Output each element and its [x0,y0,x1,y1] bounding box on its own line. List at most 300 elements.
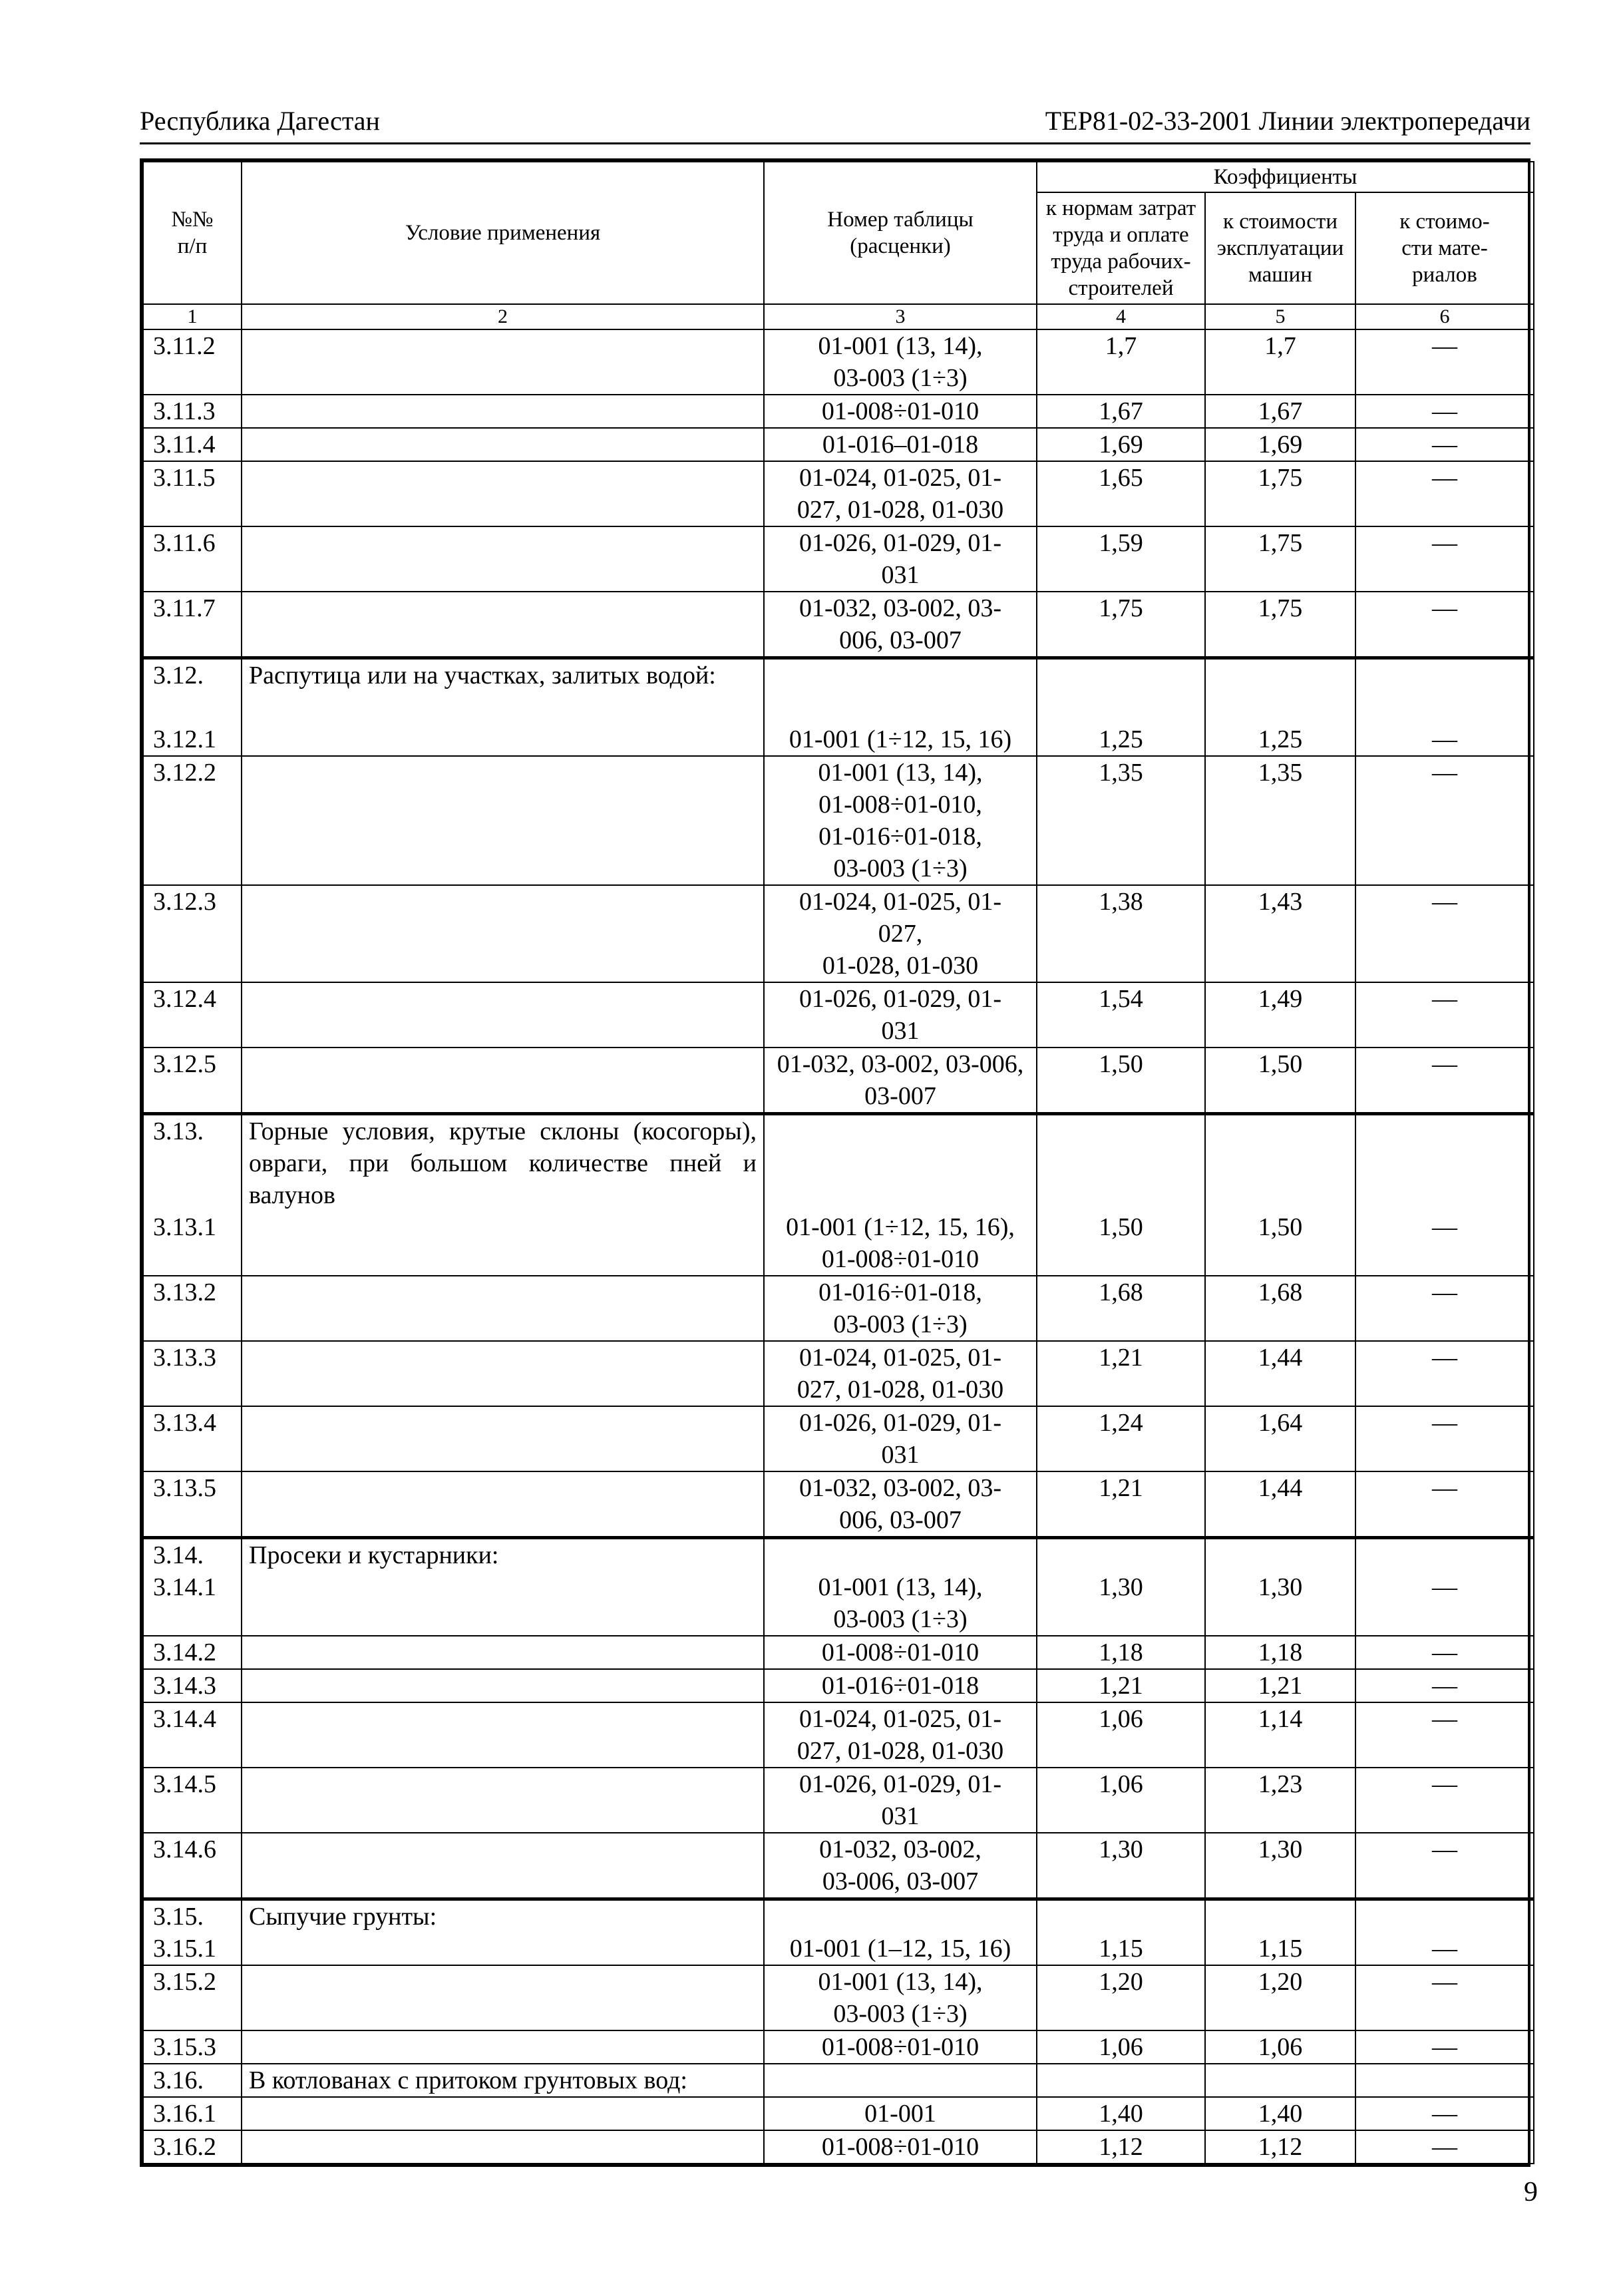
row-labor-coefficient [1037,2064,1205,2097]
blank-line [1212,1901,1348,1933]
row-labor-coefficient-value: 1,75 [1099,594,1143,622]
head-table-number: Номер таблицы (расценки) [764,162,1037,304]
row-machines-coefficient [1205,756,1355,885]
table-number-line: 01-026, 01-029, 01- [799,1770,1001,1798]
row-labor-coefficient-value: 1,21 [1099,1672,1143,1700]
row-materials-coefficient [1355,2097,1534,2130]
row-labor-coefficient-value: 1,59 [1099,529,1143,557]
row-condition [242,2097,764,2130]
row-number [143,1899,242,1966]
row-number [143,1768,242,1833]
row-materials-coefficient [1355,395,1534,428]
row-table-number [764,1899,1037,1966]
row-number-line: 3.13.5 [153,1474,216,1502]
row-labor-coefficient [1037,885,1205,982]
row-number-line: 3.11.4 [153,431,216,459]
row-materials-coefficient-value: — [1432,2033,1457,2061]
row-table-number [764,2097,1037,2130]
row-number [143,1702,242,1768]
row-labor-coefficient [1037,1899,1205,1966]
table-number-line: 031 [881,1802,920,1830]
blank-line [1212,691,1348,723]
row-number-line: 3.16. [153,2066,204,2094]
row-labor-coefficient-value: 1,12 [1099,2133,1143,2161]
row-labor-coefficient [1037,428,1205,461]
table-row [143,2064,1534,2097]
row-condition [242,1636,764,1669]
row-labor-coefficient [1037,1669,1205,1702]
row-machines-coefficient-value: 1,21 [1258,1672,1303,1700]
blank-line [153,1179,234,1211]
blank-line [771,660,1029,691]
head-labor-coefficient: к нормам затрат труда и оплате труда рабочих- строителей [1037,192,1205,304]
row-number-line: 3.13.2 [153,1278,216,1306]
row-condition [242,2030,764,2064]
row-machines-coefficient [1205,2030,1355,2064]
row-labor-coefficient [1037,1702,1205,1768]
row-table-number [764,526,1037,592]
table-number-line: 03-003 (1÷3) [833,1605,968,1633]
blank-line [1363,691,1526,723]
row-condition: В котлованах с притоком грунтовых вод: [242,2064,764,2097]
row-machines-coefficient-value: 1,7 [1264,332,1296,360]
table-number-line: 01-001 [864,2100,936,2128]
row-table-number [764,1276,1037,1341]
row-labor-coefficient [1037,1538,1205,1636]
row-materials-coefficient-value: — [1432,888,1457,916]
row-materials-coefficient-value: — [1432,594,1457,622]
row-labor-coefficient [1037,526,1205,592]
row-number [143,2130,242,2164]
table-row [143,1768,1534,1833]
table-row [143,592,1534,658]
table-row [143,2097,1534,2130]
table-number-line: 01-032, 03-002, 03- [799,1474,1001,1502]
row-condition [242,428,764,461]
table-number-line: 006, 03-007 [839,1506,962,1534]
row-table-number [764,1669,1037,1702]
table-row [143,1702,1534,1768]
row-number [143,2064,242,2097]
row-materials-coefficient-value: — [1432,529,1457,557]
table-number-line: 01-001 (1–12, 15, 16) [789,1935,1011,1963]
row-table-number [764,329,1037,395]
row-condition [242,756,764,885]
table-number-line: 031 [881,561,920,589]
column-number: 5 [1205,304,1355,329]
row-labor-coefficient [1037,2130,1205,2164]
row-number-line: 3.13.3 [153,1344,216,1372]
row-machines-coefficient-value: 1,75 [1258,464,1303,492]
row-materials-coefficient [1355,2030,1534,2064]
table-number-line: 01-032, 03-002, 03- [799,594,1001,622]
row-condition [242,885,764,982]
row-number-line: 3.14.5 [153,1770,216,1798]
blank-line [1363,1147,1526,1179]
row-table-number [764,1406,1037,1471]
row-labor-coefficient-value: 1,06 [1099,1770,1143,1798]
row-machines-coefficient [1205,1048,1355,1114]
blank-line [1044,660,1198,691]
row-machines-coefficient [1205,461,1355,526]
table-row [143,1669,1534,1702]
row-condition [242,329,764,395]
table-row [143,1636,1534,1669]
row-table-number [764,1048,1037,1114]
row-table-number [764,1471,1037,1538]
row-materials-coefficient-value: — [1432,1344,1457,1372]
table-number-line: 03-003 (1÷3) [833,1310,968,1338]
row-number-line: 3.11.2 [153,332,216,360]
table-number-line: 006, 03-007 [839,626,962,654]
row-labor-coefficient [1037,1833,1205,1899]
table-row [143,1471,1534,1538]
row-materials-coefficient-value: — [1432,759,1457,787]
row-materials-coefficient [1355,526,1534,592]
table-row [143,756,1534,885]
row-materials-coefficient [1355,885,1534,982]
table-number-line: 01-008÷01-010 [821,1245,980,1273]
blank-line [1212,1115,1348,1147]
blank-line [771,2064,1029,2096]
row-labor-coefficient [1037,592,1205,658]
table-row [143,395,1534,428]
table-row [143,1406,1534,1471]
row-number-line: 3.12.5 [153,1050,216,1078]
row-materials-coefficient [1355,1406,1534,1471]
table-number-line: 01-016÷01-018, [818,823,982,851]
blank-line [771,1901,1029,1933]
row-table-number [764,2130,1037,2164]
row-materials-coefficient-value: — [1432,1474,1457,1502]
row-labor-coefficient [1037,1965,1205,2030]
table-row [143,526,1534,592]
row-labor-coefficient [1037,982,1205,1048]
row-materials-coefficient [1355,1048,1534,1114]
row-materials-coefficient-value: — [1432,464,1457,492]
row-number-line: 3.16.2 [153,2133,216,2161]
blank-line [1044,1901,1198,1933]
row-machines-coefficient [1205,1702,1355,1768]
row-machines-coefficient [1205,1768,1355,1833]
row-materials-coefficient [1355,1538,1534,1636]
row-machines-coefficient-value: 1,75 [1258,594,1303,622]
table-number-line: 027, 01-028, 01-030 [797,496,1004,524]
row-labor-coefficient-value: 1,30 [1099,1835,1143,1863]
row-number-line: 3.15.3 [153,2033,216,2061]
row-materials-coefficient-value: — [1432,1573,1457,1601]
table-number-line: 03-003 (1÷3) [833,364,968,392]
row-table-number [764,592,1037,658]
row-materials-coefficient-value: — [1432,332,1457,360]
row-machines-coefficient-value: 1,50 [1258,1050,1303,1078]
table-row [143,1341,1534,1406]
row-table-number [764,885,1037,982]
row-materials-coefficient [1355,428,1534,461]
row-machines-coefficient [1205,1636,1355,1669]
row-labor-coefficient [1037,329,1205,395]
row-materials-coefficient [1355,1833,1534,1899]
table-number-line: 03-003 (1÷3) [833,855,968,882]
row-materials-coefficient [1355,1899,1534,1966]
table-number-line: 03-007 [864,1082,936,1110]
row-number-line: 3.12.2 [153,759,216,787]
row-number-line: 3.11.3 [153,397,216,425]
row-table-number [764,2064,1037,2097]
row-materials-coefficient [1355,2130,1534,2164]
table-body [143,329,1534,2164]
row-number-line: 3.13. [153,1117,204,1145]
page-number: 9 [1524,2177,1538,2207]
row-materials-coefficient [1355,1636,1534,1669]
table-number-line: 01-024, 01-025, 01- [799,1344,1001,1372]
row-materials-coefficient-value: — [1432,1050,1457,1078]
row-materials-coefficient-value: — [1432,1705,1457,1733]
row-number [143,1471,242,1538]
row-materials-coefficient [1355,1669,1534,1702]
row-materials-coefficient-value: — [1432,1770,1457,1798]
row-machines-coefficient-value: 1,35 [1258,759,1303,787]
row-number [143,1833,242,1899]
row-labor-coefficient [1037,756,1205,885]
row-materials-coefficient [1355,756,1534,885]
row-number-line: 3.12. [153,662,204,689]
row-machines-coefficient-value: 1,06 [1258,2033,1303,2061]
row-machines-coefficient-value: 1,25 [1258,725,1303,753]
row-machines-coefficient [1205,526,1355,592]
blank-line [1212,1539,1348,1571]
table-number-line: 01-024, 01-025, 01- [799,464,1001,492]
table-number-line: 01-032, 03-002, 03-006, [777,1050,1024,1078]
row-number [143,592,242,658]
table-row [143,329,1534,395]
row-labor-coefficient [1037,2097,1205,2130]
row-number-line: 3.13.4 [153,1409,216,1437]
row-materials-coefficient-value: — [1432,1935,1457,1963]
row-labor-coefficient [1037,1048,1205,1114]
row-machines-coefficient-value: 1,75 [1258,529,1303,557]
row-materials-coefficient [1355,329,1534,395]
blank-line [771,1539,1029,1571]
row-number [143,2030,242,2064]
table-row [143,2130,1534,2164]
row-number [143,1114,242,1276]
row-number-line: 3.12.3 [153,888,216,916]
row-labor-coefficient-value: 1,20 [1099,1968,1143,1996]
page-header [140,101,1530,144]
row-number-line: 3.15.2 [153,1968,216,1996]
row-condition [242,1406,764,1471]
row-materials-coefficient [1355,1471,1534,1538]
table-number-line: 01-024, 01-025, 01- [799,888,1001,916]
table-number-line: 01-008÷01-010 [821,397,980,425]
row-labor-coefficient-value: 1,24 [1099,1409,1143,1437]
table-row [143,658,1534,757]
row-labor-coefficient-value: 1,50 [1099,1213,1143,1241]
row-number [143,461,242,526]
row-labor-coefficient-value: 1,67 [1099,397,1143,425]
row-machines-coefficient-value: 1,40 [1258,2100,1303,2128]
row-condition [242,1048,764,1114]
row-labor-coefficient-value: 1,50 [1099,1050,1143,1078]
row-labor-coefficient [1037,658,1205,757]
table-number-line: 01-001 (13, 14), [818,1573,983,1601]
row-condition [242,982,764,1048]
blank-line [1044,1147,1198,1179]
table-number-line: 01-001 (13, 14), [818,1968,983,1996]
row-labor-coefficient-value: 1,7 [1105,332,1137,360]
row-labor-coefficient-value: 1,06 [1099,2033,1143,2061]
row-condition [242,2130,764,2164]
row-number [143,428,242,461]
column-number: 2 [242,304,764,329]
row-machines-coefficient-value: 1,50 [1258,1213,1303,1241]
row-labor-coefficient-value: 1,65 [1099,464,1143,492]
row-number [143,1406,242,1471]
table-row [143,1965,1534,2030]
row-condition [242,1833,764,1899]
table-number-line: 01-008÷01-010 [821,2133,980,2161]
table-number-line: 01-016÷01-018, [818,1278,982,1306]
table-row [143,1276,1534,1341]
table-number-line: 01-032, 03-002, [819,1835,982,1863]
row-labor-coefficient [1037,2030,1205,2064]
table-number-line: 027, 01-028, 01-030 [797,1737,1004,1765]
row-machines-coefficient [1205,982,1355,1048]
table-number-line: 01-024, 01-025, 01- [799,1705,1001,1733]
row-table-number [764,1341,1037,1406]
row-labor-coefficient [1037,1406,1205,1471]
table-number-line: 027, [878,920,923,948]
row-machines-coefficient [1205,428,1355,461]
row-labor-coefficient-value: 1,68 [1099,1278,1143,1306]
row-number [143,2097,242,2130]
header-document-title: ТЕР81-02-33-2001 Линии электропередачи [1045,106,1530,136]
table-number-line: 01-016÷01-018 [821,1672,980,1700]
row-machines-coefficient [1205,1965,1355,2030]
row-machines-coefficient-value: 1,64 [1258,1409,1303,1437]
row-table-number [764,395,1037,428]
row-machines-coefficient-value: 1,44 [1258,1474,1303,1502]
row-labor-coefficient-value: 1,35 [1099,759,1143,787]
row-number [143,1276,242,1341]
row-number [143,1636,242,1669]
blank-line [1044,1115,1198,1147]
table-row [143,885,1534,982]
row-machines-coefficient [1205,592,1355,658]
row-table-number [764,1114,1037,1276]
table-row [143,1833,1534,1899]
row-machines-coefficient-value: 1,12 [1258,2133,1303,2161]
row-machines-coefficient-value: 1,14 [1258,1705,1303,1733]
row-number-line: 3.14.6 [153,1835,216,1863]
row-condition [242,1669,764,1702]
table-number-line: 01-001 (13, 14), [818,332,983,360]
row-number [143,885,242,982]
row-machines-coefficient [1205,1341,1355,1406]
row-materials-coefficient-value: — [1432,431,1457,459]
row-condition [242,1702,764,1768]
row-machines-coefficient [1205,2097,1355,2130]
table-number-line: 03-006, 03-007 [822,1867,979,1895]
row-condition [242,1471,764,1538]
row-labor-coefficient [1037,1636,1205,1669]
blank-line [1363,1901,1526,1933]
row-materials-coefficient-value: — [1432,1278,1457,1306]
row-labor-coefficient-value: 1,40 [1099,2100,1143,2128]
row-condition [242,461,764,526]
blank-line [1044,691,1198,723]
row-table-number [764,428,1037,461]
table-number-line: 01-026, 01-029, 01- [799,1409,1001,1437]
row-materials-coefficient [1355,982,1534,1048]
row-labor-coefficient-value: 1,54 [1099,985,1143,1013]
row-table-number [764,1833,1037,1899]
row-machines-coefficient [1205,1833,1355,1899]
table-number-line: 03-003 (1÷3) [833,2000,968,2028]
row-materials-coefficient-value: — [1432,1835,1457,1863]
head-machines-coefficient: к стоимости эксплуатации машин [1205,192,1355,304]
row-machines-coefficient-value: 1,18 [1258,1638,1303,1666]
row-machines-coefficient [1205,1406,1355,1471]
blank-line [1044,1539,1198,1571]
row-condition: Горные условия, крутые склоны (косогоры), овраги, при большом количестве пней и валунов [242,1114,764,1276]
column-number: 6 [1355,304,1534,329]
row-table-number [764,1636,1037,1669]
table-row [143,461,1534,526]
table-number-line: 01-008÷01-010 [821,2033,980,2061]
row-labor-coefficient-value: 1,21 [1099,1474,1143,1502]
table-row [143,1048,1534,1114]
row-machines-coefficient [1205,1471,1355,1538]
row-materials-coefficient-value: — [1432,2100,1457,2128]
row-condition [242,1965,764,2030]
table-head [143,162,1534,329]
row-table-number [764,2030,1037,2064]
row-materials-coefficient [1355,658,1534,757]
blank-line [771,1147,1029,1179]
row-machines-coefficient-value: 1,30 [1258,1835,1303,1863]
blank-line [1363,1179,1526,1211]
row-machines-coefficient-value: 1,23 [1258,1770,1303,1798]
row-materials-coefficient [1355,1114,1534,1276]
table-number-line: 01-028, 01-030 [822,952,979,980]
row-machines-coefficient-value: 1,30 [1258,1573,1303,1601]
coefficients-table [140,158,1530,2167]
row-materials-coefficient-value: — [1432,985,1457,1013]
blank-line [1044,1179,1198,1211]
row-number-line: 3.14.1 [153,1573,216,1601]
row-labor-coefficient [1037,395,1205,428]
row-condition [242,1341,764,1406]
table-number-line: 031 [881,1017,920,1045]
row-number-line: 3.16.1 [153,2100,216,2128]
row-table-number [764,1965,1037,2030]
row-number [143,1341,242,1406]
row-table-number [764,658,1037,757]
row-number [143,756,242,885]
row-condition [242,1276,764,1341]
blank-line [153,1147,234,1179]
table-row [143,2030,1534,2064]
row-condition: Распутица или на участках, залитых водой: [242,658,764,757]
row-machines-coefficient [1205,1669,1355,1702]
table-number-line: 01-001 (1÷12, 15, 16) [789,725,1012,753]
head-materials-coefficient: к стоимо- сти мате- риалов [1355,192,1534,304]
column-number: 3 [764,304,1037,329]
row-number-line: 3.11.5 [153,464,216,492]
row-table-number [764,461,1037,526]
